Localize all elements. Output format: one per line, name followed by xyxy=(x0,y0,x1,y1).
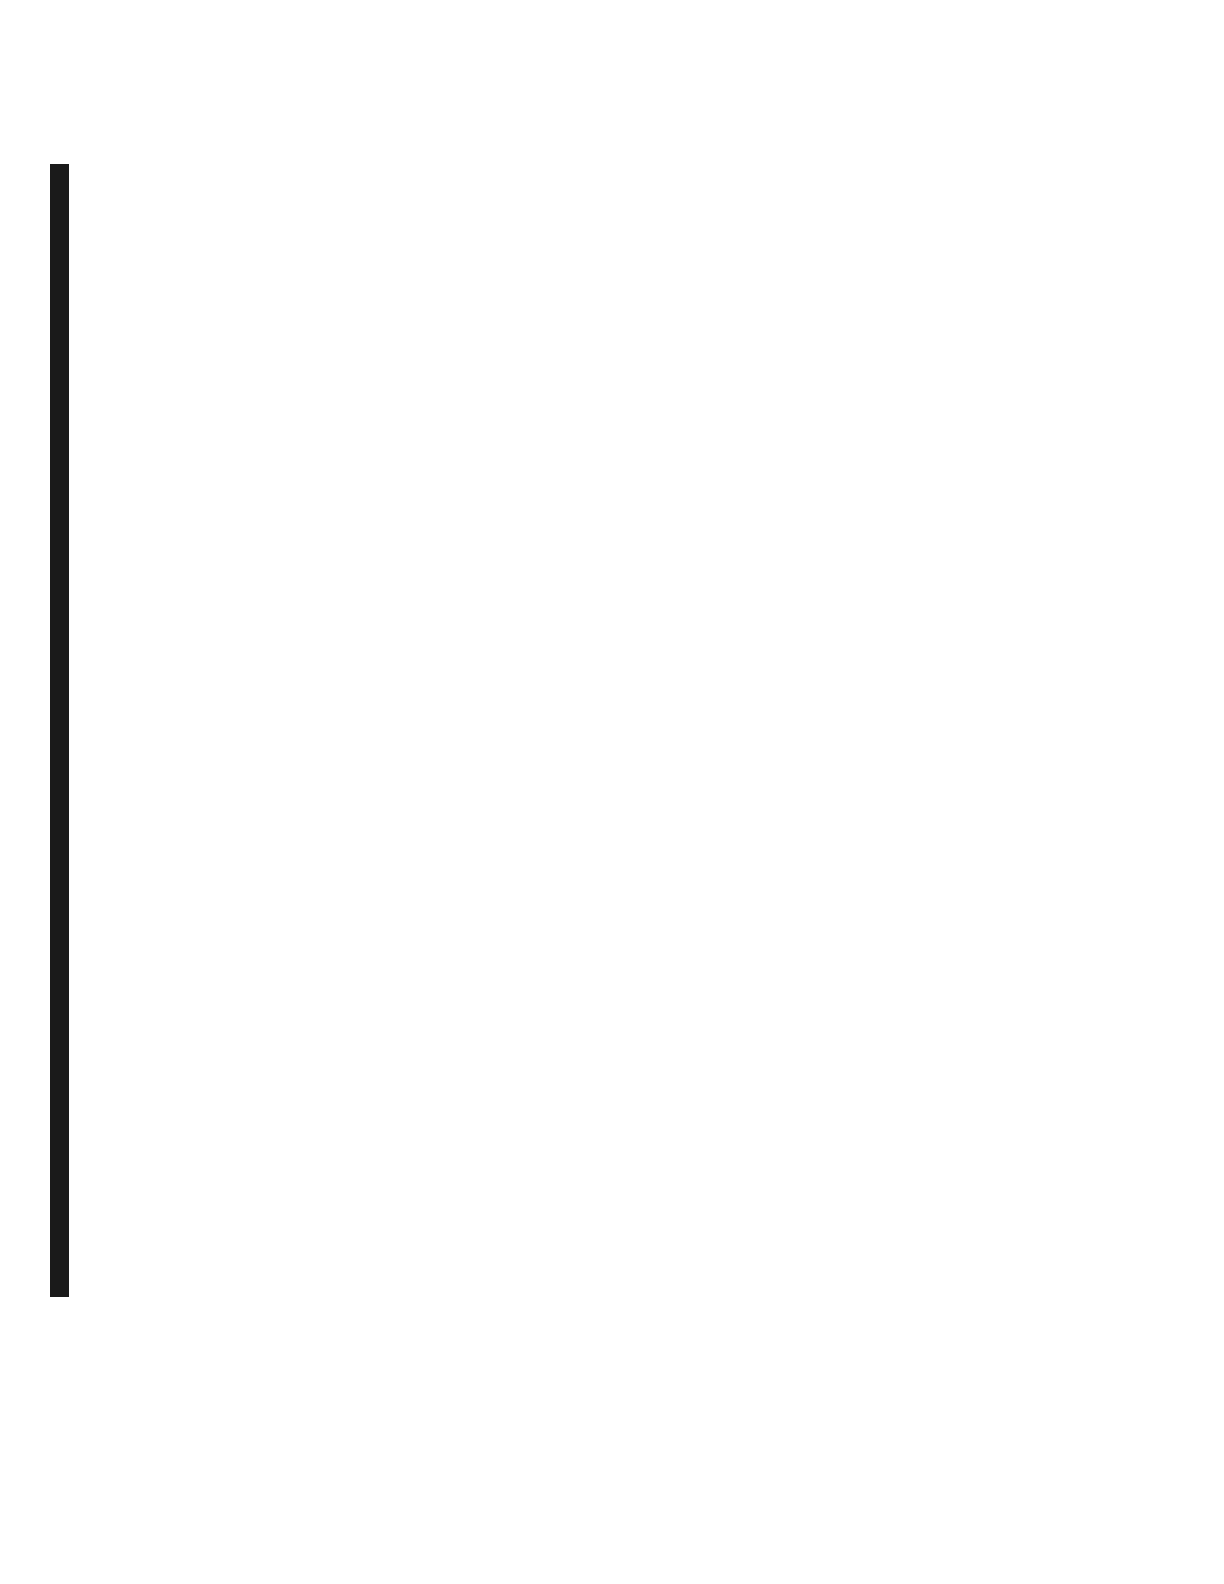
grid-row xyxy=(51,342,69,364)
shaded-grid-cell xyxy=(68,808,69,830)
grid-row xyxy=(51,1119,69,1141)
shaded-grid-cell xyxy=(68,475,69,497)
grid-row xyxy=(51,830,69,852)
shaded-grid-cell xyxy=(68,897,69,919)
grid-row xyxy=(51,786,69,808)
shaded-grid-cell xyxy=(68,1096,69,1118)
grid-row xyxy=(51,719,69,741)
grid-row xyxy=(51,209,69,231)
grid-row xyxy=(51,852,69,874)
grid-row xyxy=(51,963,69,985)
grid-row xyxy=(51,697,69,719)
shaded-grid-cell xyxy=(68,653,69,675)
shaded-grid-cell xyxy=(68,697,69,719)
shaded-grid-cell xyxy=(68,1074,69,1096)
shaded-grid-cell xyxy=(68,1185,69,1207)
grid-row xyxy=(51,1207,69,1229)
shaded-grid-cell xyxy=(68,1252,69,1274)
shaded-grid-cell xyxy=(68,386,69,408)
grid-row xyxy=(51,453,69,475)
grid-row xyxy=(51,741,69,763)
shaded-grid-cell xyxy=(68,564,69,586)
grid-row xyxy=(51,1008,69,1030)
shaded-grid-cell xyxy=(68,165,69,187)
grid-row xyxy=(51,919,69,941)
shaded-grid-cell xyxy=(68,919,69,941)
shaded-grid-cell xyxy=(68,1119,69,1141)
shaded-grid-cell xyxy=(68,431,69,453)
shaded-grid-cell xyxy=(68,1008,69,1030)
shaded-grid-cell xyxy=(68,608,69,630)
grid-row xyxy=(51,275,69,297)
grid-row xyxy=(51,564,69,586)
shaded-grid-cell xyxy=(68,741,69,763)
shaded-grid-cell xyxy=(68,830,69,852)
grid-row xyxy=(51,409,69,431)
shaded-grid-cell xyxy=(68,320,69,342)
shaded-grid-cell xyxy=(68,675,69,697)
grid-row xyxy=(51,320,69,342)
shaded-grid-cell xyxy=(68,852,69,874)
grid-row xyxy=(51,431,69,453)
shaded-grid-cell xyxy=(68,453,69,475)
grid-row xyxy=(51,1230,69,1252)
grid-row xyxy=(51,608,69,630)
shaded-grid-cell xyxy=(68,764,69,786)
shaded-grid-cell xyxy=(68,209,69,231)
grid-row xyxy=(51,1074,69,1096)
grid-row xyxy=(51,1163,69,1185)
grid-row xyxy=(51,586,69,608)
grid-row xyxy=(51,1052,69,1074)
grid-row xyxy=(51,985,69,1007)
grid-row xyxy=(51,298,69,320)
grid-row xyxy=(51,897,69,919)
grid-row xyxy=(51,386,69,408)
grid-row xyxy=(51,520,69,542)
grid-row xyxy=(51,253,69,275)
shaded-grid-cell xyxy=(68,364,69,386)
shaded-grid-cell xyxy=(68,941,69,963)
shaded-grid-cell xyxy=(68,985,69,1007)
grid-row xyxy=(51,764,69,786)
blank-grid-table xyxy=(50,164,69,1297)
shaded-grid-cell xyxy=(68,786,69,808)
grid-row xyxy=(51,542,69,564)
grid-row xyxy=(51,1185,69,1207)
shaded-grid-cell xyxy=(68,1274,69,1296)
grid-row xyxy=(51,187,69,209)
shaded-grid-cell xyxy=(68,342,69,364)
grid-row xyxy=(51,630,69,652)
grid-row xyxy=(51,875,69,897)
grid-row xyxy=(51,653,69,675)
shaded-grid-cell xyxy=(68,875,69,897)
shaded-grid-cell xyxy=(68,586,69,608)
grid-row xyxy=(51,475,69,497)
grid-row xyxy=(51,231,69,253)
shaded-grid-cell xyxy=(68,1030,69,1052)
shaded-grid-cell xyxy=(68,298,69,320)
shaded-grid-cell xyxy=(68,520,69,542)
shaded-grid-cell xyxy=(68,253,69,275)
grid-row xyxy=(51,1096,69,1118)
shaded-grid-cell xyxy=(68,719,69,741)
grid-row xyxy=(51,941,69,963)
shaded-grid-cell xyxy=(68,1207,69,1229)
grid-row xyxy=(51,1141,69,1163)
grid-header-row xyxy=(51,165,69,187)
grid-row xyxy=(51,364,69,386)
shaded-grid-cell xyxy=(68,231,69,253)
grid-row xyxy=(51,1030,69,1052)
shaded-grid-cell xyxy=(68,630,69,652)
grid-row xyxy=(51,1252,69,1274)
shaded-grid-cell xyxy=(68,1052,69,1074)
shaded-grid-cell xyxy=(68,963,69,985)
grid-row xyxy=(51,808,69,830)
grid-row xyxy=(51,497,69,519)
shaded-grid-cell xyxy=(68,497,69,519)
shaded-grid-cell xyxy=(68,275,69,297)
shaded-grid-cell xyxy=(68,1163,69,1185)
shaded-grid-cell xyxy=(68,187,69,209)
shaded-grid-cell xyxy=(68,409,69,431)
shaded-grid-cell xyxy=(68,1141,69,1163)
shaded-grid-cell xyxy=(68,542,69,564)
grid-row xyxy=(51,675,69,697)
grid-row xyxy=(51,1274,69,1296)
shaded-grid-cell xyxy=(68,1230,69,1252)
